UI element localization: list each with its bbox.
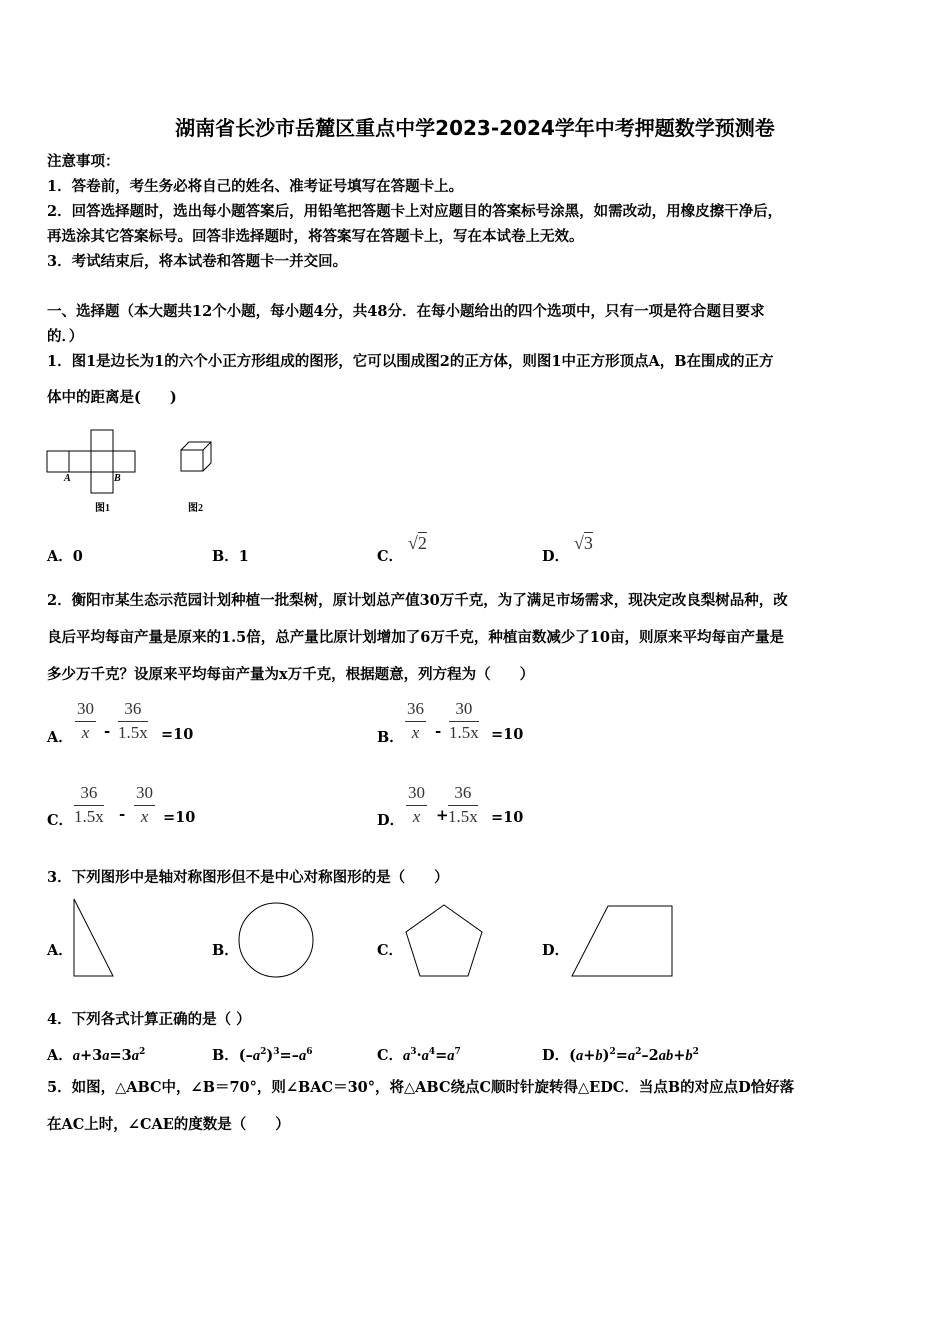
q4-option-d-label: D． bbox=[542, 1047, 570, 1064]
section-heading-cont: 的．） bbox=[47, 328, 84, 345]
q4-option-a: A．$a+3a=3a^2$ bbox=[47, 1047, 146, 1064]
q2-option-d-fraction-2: $\frac{36}{1.5x}$ bbox=[448, 783, 478, 826]
pentagon-shape bbox=[406, 905, 482, 976]
section-heading: 一、选择题（本大题共12个小题，每小题4分，共48分．在每小题给出的四个选项中，只有一项是符合题目要求 bbox=[47, 303, 765, 320]
q2-option-b-operator: - bbox=[435, 722, 442, 740]
figure-2-caption: 图2 bbox=[188, 503, 203, 514]
question-1-text: 1．图1是边长为1的六个小正方形组成的图形，它可以围成图2的正方体，则图1中正方形顶点A，B在围成的正方 bbox=[47, 353, 774, 370]
question-2-text-cont: 多少万千克？设原来平均每亩产量为x万千克，根据题意，列方程为（ ） bbox=[47, 666, 535, 683]
right-triangle-shape bbox=[74, 899, 113, 976]
question-3-text: 3．下列图形中是轴对称图形但不是中心对称图形的是（ ） bbox=[47, 869, 449, 886]
q2-option-d-label: D． bbox=[377, 812, 405, 829]
notice-item: 2．回答选择题时，选出每小题答案后，用铅笔把答题卡上对应题目的答案标号涂黑，如需改动，用橡皮擦干净后， bbox=[47, 203, 783, 220]
q2-option-b-fraction-1: $\frac{36}{x}$ bbox=[407, 699, 424, 742]
q1-option-c-value: √2 bbox=[408, 533, 427, 553]
q2-option-b-fraction-2: $\frac{30}{1.5x}$ bbox=[449, 699, 479, 742]
q2-option-b-label: B． bbox=[377, 729, 404, 746]
q1-option-b: B．1 bbox=[212, 548, 249, 565]
question-5-text: 5．如图，△ABC中，∠B＝70°，则∠BAC＝30°，将△ABC绕点C顺时针旋转得△EDC．当点B的对应点D恰好落 bbox=[47, 1079, 795, 1096]
q2-option-a-label: A． bbox=[47, 729, 73, 746]
notice-item: 再选涂其它答案标号。回答非选择题时，将答案写在答题卡上，写在本试卷上无效。 bbox=[47, 228, 584, 245]
page-title: 湖南省长沙市岳麓区重点中学2023-2024学年中考押题数学预测卷 bbox=[175, 116, 775, 140]
trapezoid-shape bbox=[572, 906, 672, 976]
question-2-text: 2．衡阳市某生态示范园计划种植一批梨树，原计划总产值30万千克，为了满足市场需求，现决定改良梨树品种，改 bbox=[47, 592, 788, 609]
q3-option-a-label: A． bbox=[47, 942, 73, 959]
figure-1-caption: 图1 bbox=[95, 503, 110, 514]
q2-option-c-fraction-2: $\frac{30}{x}$ bbox=[136, 783, 153, 826]
question-5-text-cont: 在AC上时，∠CAE的度数是（ ） bbox=[47, 1116, 290, 1133]
q2-option-a-operator: - bbox=[104, 722, 111, 740]
q2-option-a-fraction-2: $\frac{36}{1.5x}$ bbox=[118, 699, 148, 742]
circle-shape bbox=[239, 903, 313, 977]
q1-option-d: D． bbox=[542, 548, 570, 565]
question-1-text-cont: 体中的距离是( ) bbox=[47, 389, 177, 406]
q4-option-c-label: C． bbox=[377, 1047, 404, 1064]
q2-option-b-rhs: =10 bbox=[491, 726, 524, 743]
notice-item: 3．考试结束后，将本试卷和答题卡一并交回。 bbox=[47, 253, 348, 270]
notice-item: 1．答卷前，考生务必将自己的姓名、准考证号填写在答题卡上。 bbox=[47, 178, 464, 195]
q4-option-d: D．$(a+b)^2=a^2-2ab+b^2$ bbox=[542, 1047, 699, 1064]
q3-option-d-label: D． bbox=[542, 942, 570, 959]
q2-option-d-fraction-1: $\frac{30}{x}$ bbox=[408, 783, 425, 826]
q1-option-c: C． bbox=[377, 548, 404, 565]
q2-option-c-label: C． bbox=[47, 812, 74, 829]
q2-option-d-operator: + bbox=[436, 806, 449, 824]
vertex-label-a: A bbox=[64, 473, 71, 484]
q4-option-a-label: A． bbox=[47, 1047, 73, 1064]
q2-option-c-rhs: =10 bbox=[163, 809, 196, 826]
notice-heading: 注意事项： bbox=[47, 153, 120, 170]
q2-option-c-operator: - bbox=[119, 805, 126, 823]
q2-option-a-rhs: =10 bbox=[161, 726, 194, 743]
q3-option-c-label: C． bbox=[377, 942, 404, 959]
q2-option-a-fraction-1: $\frac{30}{x}$ bbox=[77, 699, 94, 742]
q2-option-d-rhs: =10 bbox=[491, 809, 524, 826]
q4-option-c: C．$a^3\cdot a^4=a^7$ bbox=[377, 1047, 461, 1064]
q1-option-d-value: √3 bbox=[574, 533, 593, 553]
q4-option-b-label: B． bbox=[212, 1047, 239, 1064]
q3-option-b-label: B． bbox=[212, 942, 239, 959]
q2-option-c-fraction-1: $\frac{36}{1.5x}$ bbox=[74, 783, 104, 826]
q4-option-b: B．$(-a^2)^3=-a^6$ bbox=[212, 1047, 313, 1064]
question-4-text: 4．下列各式计算正确的是（ ） bbox=[47, 1011, 251, 1028]
question-2-text-cont: 良后平均每亩产量是原来的1.5倍，总产量比原计划增加了6万千克，种植亩数减少了10亩，则原来平均每亩产量是 bbox=[47, 629, 784, 646]
q1-option-a: A．0 bbox=[47, 548, 83, 565]
vertex-label-b: B bbox=[114, 473, 121, 484]
